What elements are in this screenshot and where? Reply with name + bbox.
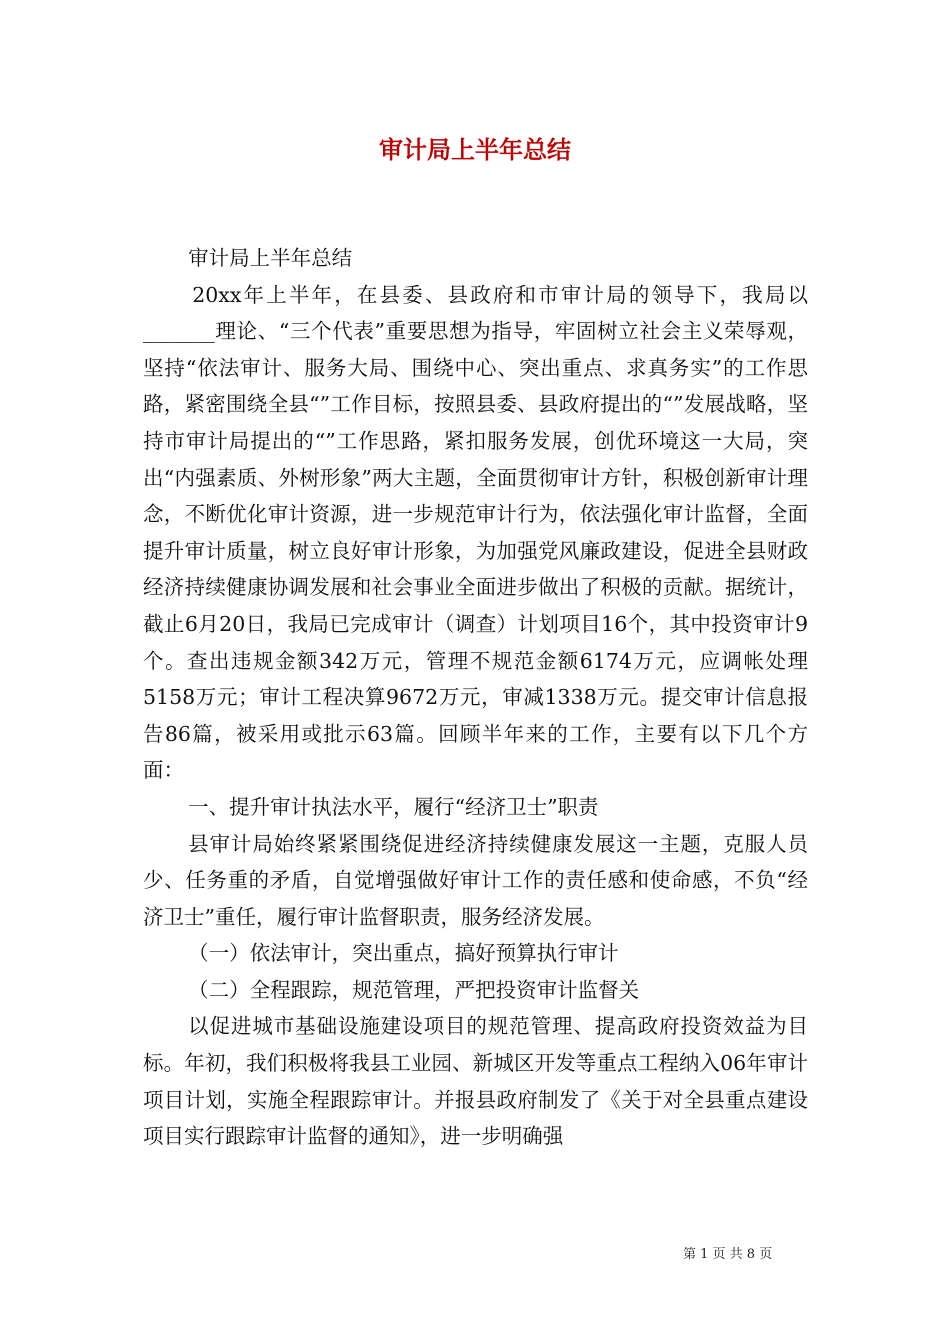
document-body [143,240,808,1155]
subsection-heading-1: （一）依法审计，突出重点，搞好预算执行审计 [188,941,619,966]
page-number: 第 1 页 共 8 页 [683,1247,773,1262]
paragraph-heading: 审计局上半年总结 [188,246,353,270]
paragraph-summary: 20xx年上半年，在县委、县政府和市审计局的领导下，我局以_______理论、“三个代表”重要思想为指导，牢固树立社会主义荣辱观，坚持“依法审计、服务大局、围绕中心、突出重点、求真务实”的工作思路，紧密围绕全县“”工作目标，按照县委、县政府提出的“”发展战略，坚持市审计局提出的“”工作思路，紧扣服务发展，创优环境这一大局，突出“内强素质、外树形象”两大主题，全面贯彻审计方针，积极创新审计理念，不断优化审计资源，进一步规范审计行为，依法强化审计监督，全面提升审计质量，树立良好审计形象，为加强党风廉政建设，促进全县财政经济持续健康协调发展和社会事业全面进步做出了积极的贡献。据统计，截止6月20日，我局已完成审计（调查）计划项目16个，其中投资审计9个。查出违规金额342万元，管理不规范金额6174万元，应调帐处理5158万元；审计工程决算9672万元，审减1338万元。提交审计信息报告86篇，被采用或批示63篇。回顾半年来的工作，主要有以下几个方面： [143,282,808,783]
paragraph-investment-audit: 以促进城市基础设施建设项目的规范管理、提高政府投资效益为目标。年初，我们积极将我县工业园、新城区开发等重点工程纳入06年审计项目计划，实施全程跟踪审计。并报县政府制发了《关于对全县重点建设项目实行跟踪审计监督的通知》，进一步明确强 [143,1014,808,1149]
paragraph-section-intro: 县审计局始终紧紧围绕促进经济持续健康发展这一主题，克服人员少、任务重的矛盾，自觉增强做好审计工作的责任感和使命感，不负“经济卫士”重任，履行审计监督职责，服务经济发展。 [143,831,808,929]
subsection-heading-2: （二）全程跟踪，规范管理，严把投资审计监督关 [188,977,640,1002]
section-heading: 一、提升审计执法水平，履行“经济卫士”职责 [188,794,599,819]
document-title: 审计局上半年总结 [379,136,571,164]
